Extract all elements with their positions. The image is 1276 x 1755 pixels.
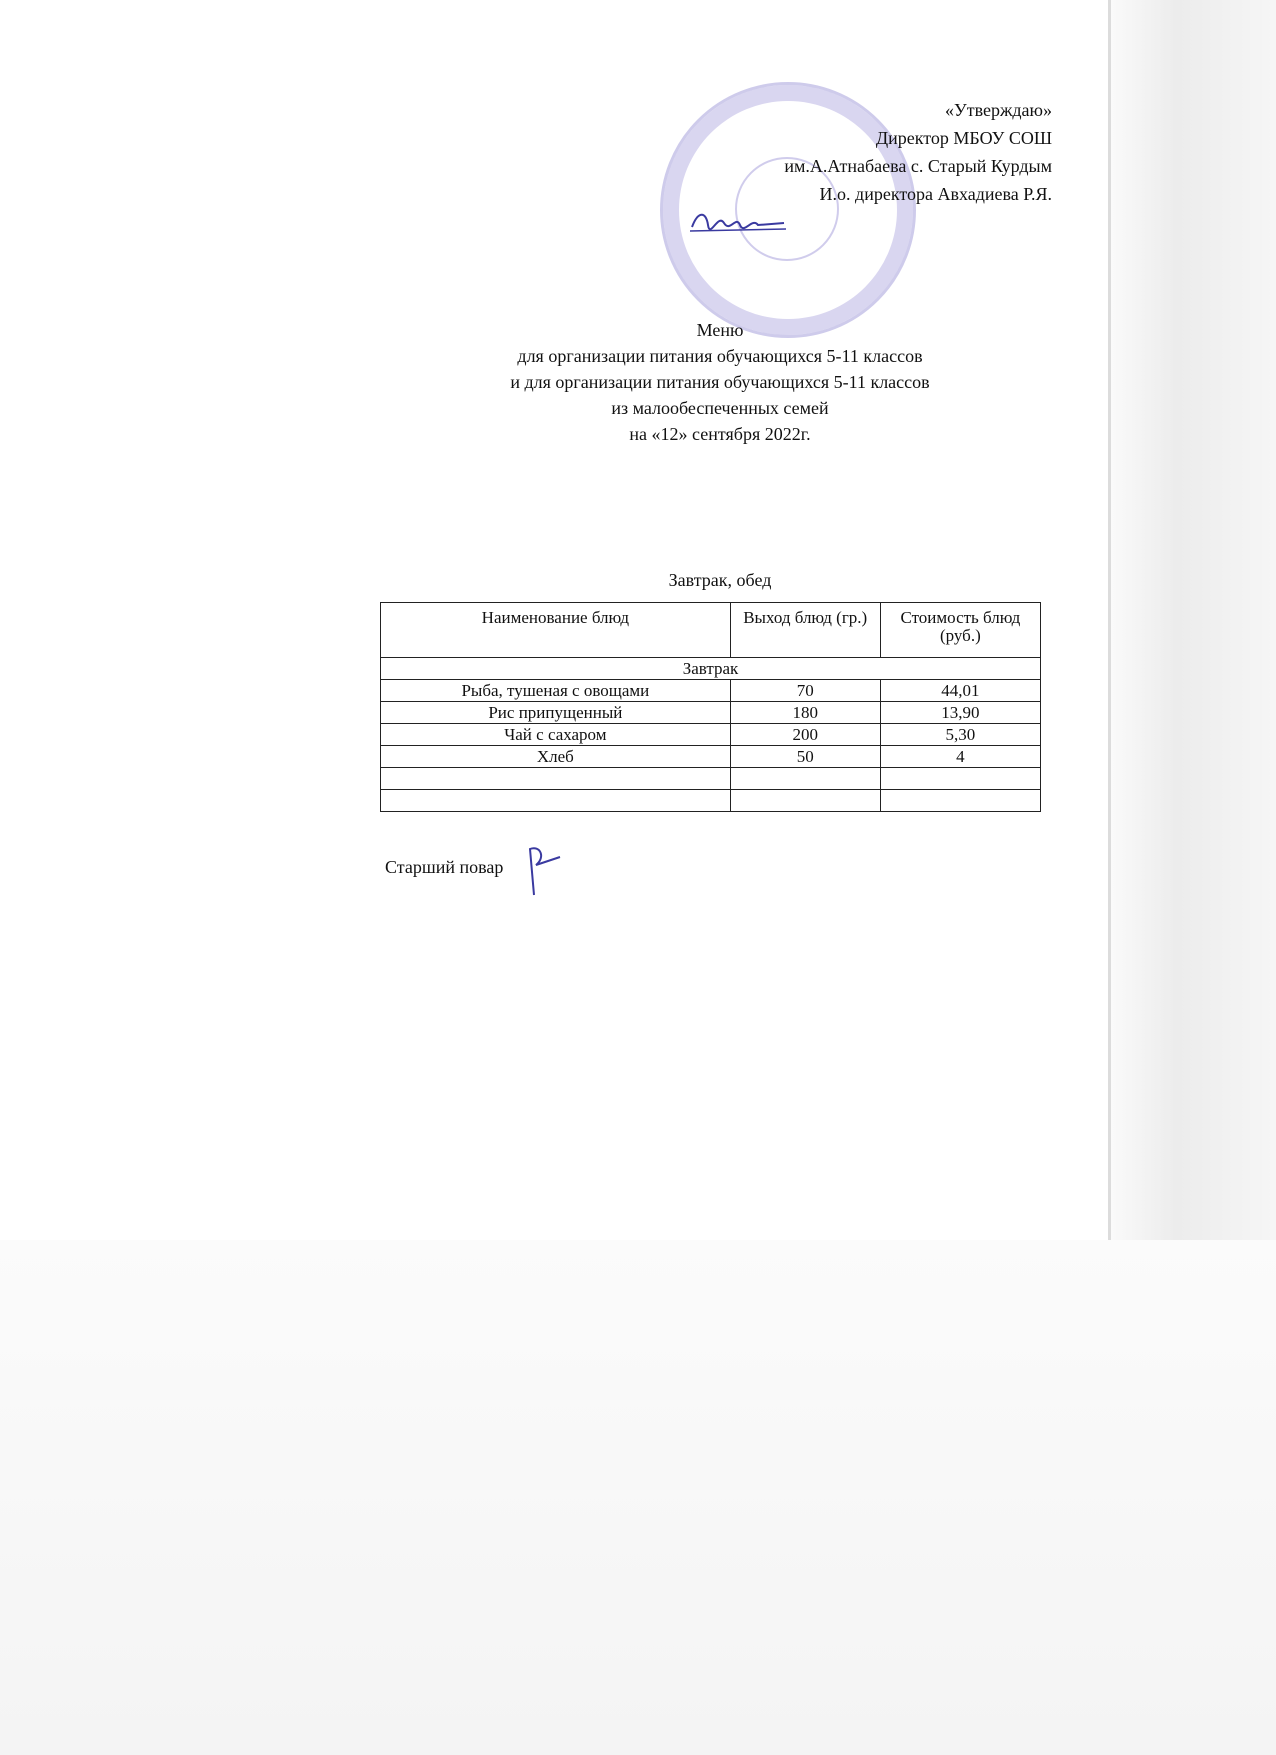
approval-school: им.А.Атнабаева с. Старый Курдым — [784, 156, 1052, 176]
dish-price — [880, 790, 1040, 812]
approval-block — [620, 96, 1052, 208]
dish-name — [381, 790, 731, 812]
dish-name: Рис припущенный — [381, 702, 731, 724]
title-menu: Меню — [696, 320, 744, 340]
dish-name: Рыба, тушеная с овощами — [381, 680, 731, 702]
table-header-row — [381, 603, 1041, 658]
header-weight: Выход блюд (гр.) — [730, 603, 880, 658]
dish-weight — [730, 768, 880, 790]
chef-label: Старший повар — [385, 857, 504, 877]
dish-name: Хлеб — [381, 746, 731, 768]
title-families: из малообеспеченных семей — [611, 398, 829, 418]
scan-edge-shadow — [1110, 0, 1276, 1240]
title-purpose: для организации питания обучающихся 5-11 классов — [517, 346, 923, 366]
table-row-empty — [381, 768, 1041, 790]
approval-position: Директор МБОУ СОШ — [875, 128, 1052, 148]
meal-caption: Завтрак, обед — [668, 570, 772, 590]
table-row — [381, 746, 1041, 768]
section-breakfast: Завтрак — [381, 658, 1041, 680]
document-title — [340, 317, 1100, 447]
dish-price: 13,90 — [880, 702, 1040, 724]
title-date: на «12» сентября 2022г. — [629, 424, 811, 444]
dish-price: 44,01 — [880, 680, 1040, 702]
dish-weight: 50 — [730, 746, 880, 768]
dish-price — [880, 768, 1040, 790]
dish-name — [381, 768, 731, 790]
header-dish: Наименование блюд — [381, 603, 731, 658]
chef-signature — [520, 843, 570, 903]
dish-weight: 70 — [730, 680, 880, 702]
dish-price: 5,30 — [880, 724, 1040, 746]
dish-weight: 200 — [730, 724, 880, 746]
scan-bottom-shade — [0, 1240, 1276, 1755]
dish-weight: 180 — [730, 702, 880, 724]
approval-signatory: И.о. директора Авхадиева Р.Я. — [819, 184, 1052, 204]
header-price: Стоимость блюд (руб.) — [880, 603, 1040, 658]
menu-table — [380, 602, 1041, 812]
table-row — [381, 680, 1041, 702]
director-signature — [688, 205, 788, 235]
approval-heading: «Утверждаю» — [944, 100, 1052, 120]
table-row — [381, 702, 1041, 724]
dish-weight — [730, 790, 880, 812]
scan-edge-line — [1108, 0, 1111, 1240]
table-row-empty — [381, 790, 1041, 812]
title-purpose-2: и для организации питания обучающихся 5-11 классов — [510, 372, 930, 392]
dish-name: Чай с сахаром — [381, 724, 731, 746]
table-section-row — [381, 658, 1041, 680]
table-row — [381, 724, 1041, 746]
dish-price: 4 — [880, 746, 1040, 768]
